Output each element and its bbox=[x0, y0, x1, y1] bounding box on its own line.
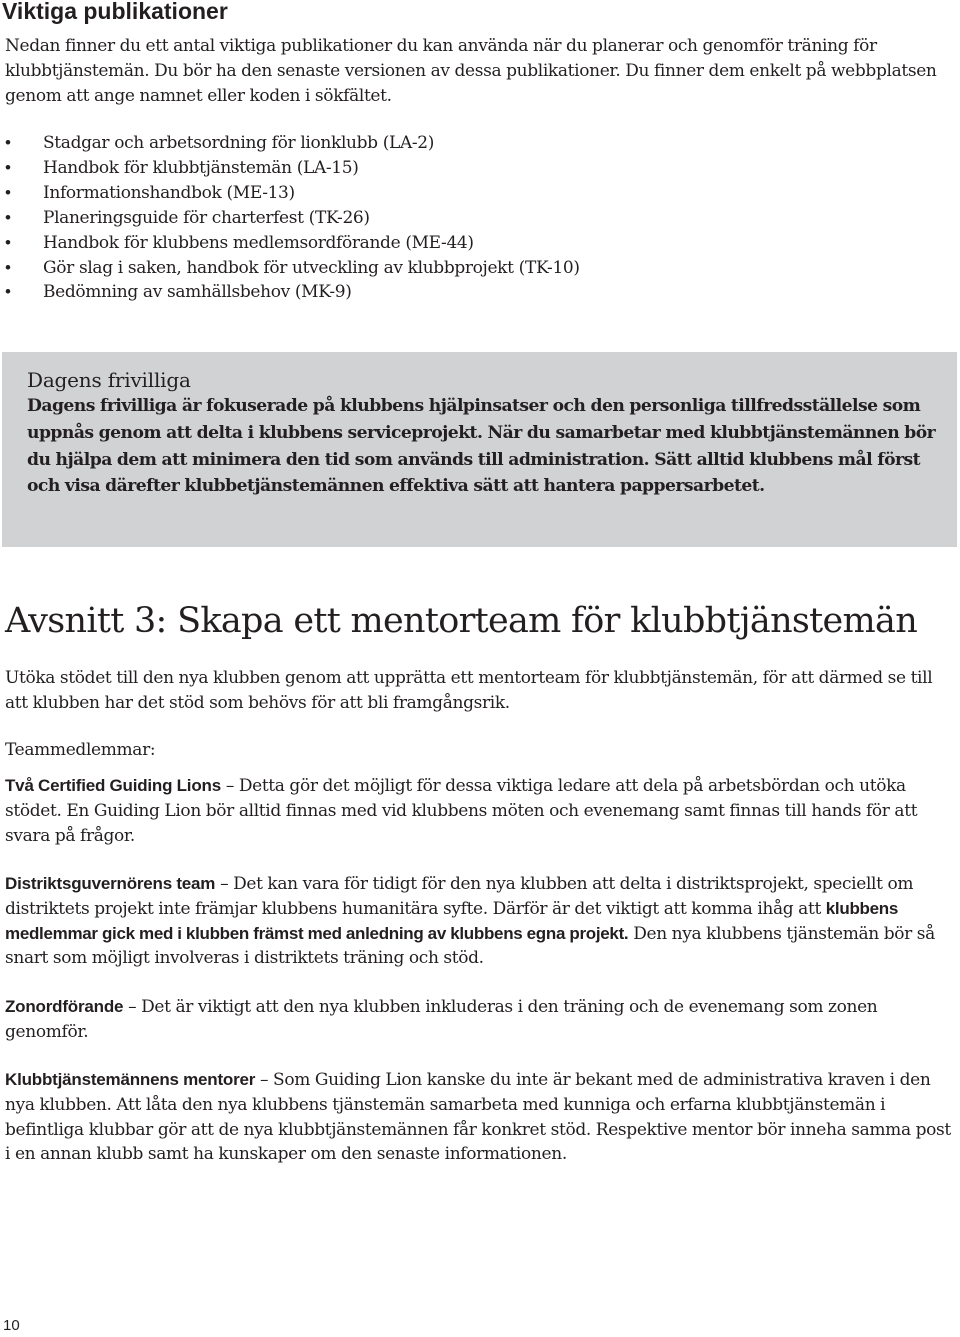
list-item-text: Informationshandbok (ME-13) bbox=[43, 182, 295, 203]
publications-heading: Viktiga publikationer bbox=[2, 0, 228, 24]
zone-chair-text: – Det är viktigt att den nya klubben inkluderas i den träning och de evenemang som zonen genomför. bbox=[5, 997, 878, 1042]
list-item-text: Planeringsguide för charterfest (TK-26) bbox=[43, 207, 370, 228]
publications-intro: Nedan finner du ett antal viktiga publikationer du kan använda när du planerar och genomför träning för klubbtjänstemän. Du bör ha den senaste versionen av dessa publikationer. Du finner dem enkelt på webbplatsen genom att ange namnet eller koden i sökfältet. bbox=[5, 36, 937, 106]
list-item bbox=[5, 131, 905, 156]
bullet-icon: • bbox=[5, 232, 11, 252]
district-governor-text-after: Den nya klubbens tjänstemän bör så snart som möjligt involveras i distriktets träning och stöd. bbox=[5, 923, 935, 969]
guiding-lions-text: – Detta gör det möjligt för dessa viktiga ledare att dela på arbetsbördan och utöka stödet. En Guiding Lion bör alltid finnas med vid klubbens möten och evenemang samt finnas till hands för att svara på frågor. bbox=[5, 776, 918, 846]
officer-mentors-text: – Som Guiding Lion kanske du inte är bekant med de administrativa kraven i den nya klubben. Att låta den nya klubbens tjänstemän samarbeta med kunniga och erfarna klubbtjänstemän i befintliga klubbar gör att de nya klubbtjänstemännen får konkret stöd. Respektive mentor bör inneha samma post i en annan klubb samt ha kunskaper om den senaste informationen. bbox=[5, 1070, 951, 1165]
list-item bbox=[5, 256, 905, 281]
guiding-lions-term: Två Certified Guiding Lions bbox=[5, 776, 221, 795]
publications-list bbox=[5, 131, 905, 305]
list-item bbox=[5, 181, 905, 206]
list-item-text: Gör slag i saken, handbok för utveckling av klubbprojekt (TK-10) bbox=[43, 257, 580, 278]
district-governor-paragraph bbox=[5, 872, 955, 971]
list-item-text: Bedömning av samhällsbehov (MK-9) bbox=[43, 282, 352, 303]
bullet-icon: • bbox=[5, 157, 11, 177]
list-item bbox=[5, 156, 905, 181]
list-item-text: Handbok för klubbens medlemsordförande (ME-44) bbox=[43, 232, 474, 253]
bullet-icon: • bbox=[5, 182, 11, 202]
bullet-icon: • bbox=[5, 207, 11, 227]
section-intro: Utöka stödet till den nya klubben genom att upprätta ett mentorteam för klubbtjänstemän, för att därmed se till att klubben har det stöd som behövs för att bli framgångsrik. bbox=[5, 668, 933, 713]
zone-chair-term: Zonordförande bbox=[5, 997, 124, 1016]
volunteer-callout-box bbox=[2, 352, 957, 547]
district-governor-emphasis: klubbens medlemmar gick med i klubben främst med anledning av klubbens egna projekt. bbox=[5, 898, 899, 943]
section-heading: Avsnitt 3: Skapa ett mentorteam för klubbtjänstemän bbox=[5, 601, 918, 641]
volunteer-body: Dagens frivilliga är fokuserade på klubbens hjälpinsatser och den personliga tillfredsställelse som uppnås genom att delta i klubbens serviceprojekt. När du samarbetar med klubbtjänstemännen bör du hjälpa dem att minimera den tid som används till administration. Sätt alltid klubbens mål först och visa därefter klubbetjänstemännen effektiva sätt att hantera pappersarbetet. bbox=[27, 396, 936, 497]
officer-mentors-paragraph bbox=[5, 1068, 955, 1167]
list-item bbox=[5, 206, 905, 231]
district-governor-text: – Det kan vara för tidigt för den nya klubben att delta i distriktsprojekt, speciellt om distriktets projekt inte främjar klubbens humanitära syfte. Därför är det viktigt att komma ihåg att bbox=[5, 874, 914, 919]
volunteer-title: Dagens frivilliga bbox=[27, 368, 191, 392]
district-governor-term: Distriktsguvernörens team bbox=[5, 874, 216, 893]
list-item-text: Stadgar och arbetsordning för lionklubb (LA-2) bbox=[43, 133, 435, 153]
list-item bbox=[5, 280, 905, 305]
bullet-icon: • bbox=[5, 282, 11, 302]
page-number: 10 bbox=[3, 1317, 20, 1334]
zone-chair-paragraph bbox=[5, 995, 955, 1045]
list-item bbox=[5, 231, 905, 256]
list-item-text: Handbok för klubbtjänstemän (LA-15) bbox=[43, 157, 359, 178]
bullet-icon: • bbox=[5, 133, 11, 152]
guiding-lions-paragraph bbox=[5, 774, 955, 848]
team-members-label: Teammedlemmar: bbox=[5, 740, 156, 760]
bullet-icon: • bbox=[5, 257, 11, 277]
officer-mentors-term: Klubbtjänstemännens mentorer bbox=[5, 1070, 256, 1089]
